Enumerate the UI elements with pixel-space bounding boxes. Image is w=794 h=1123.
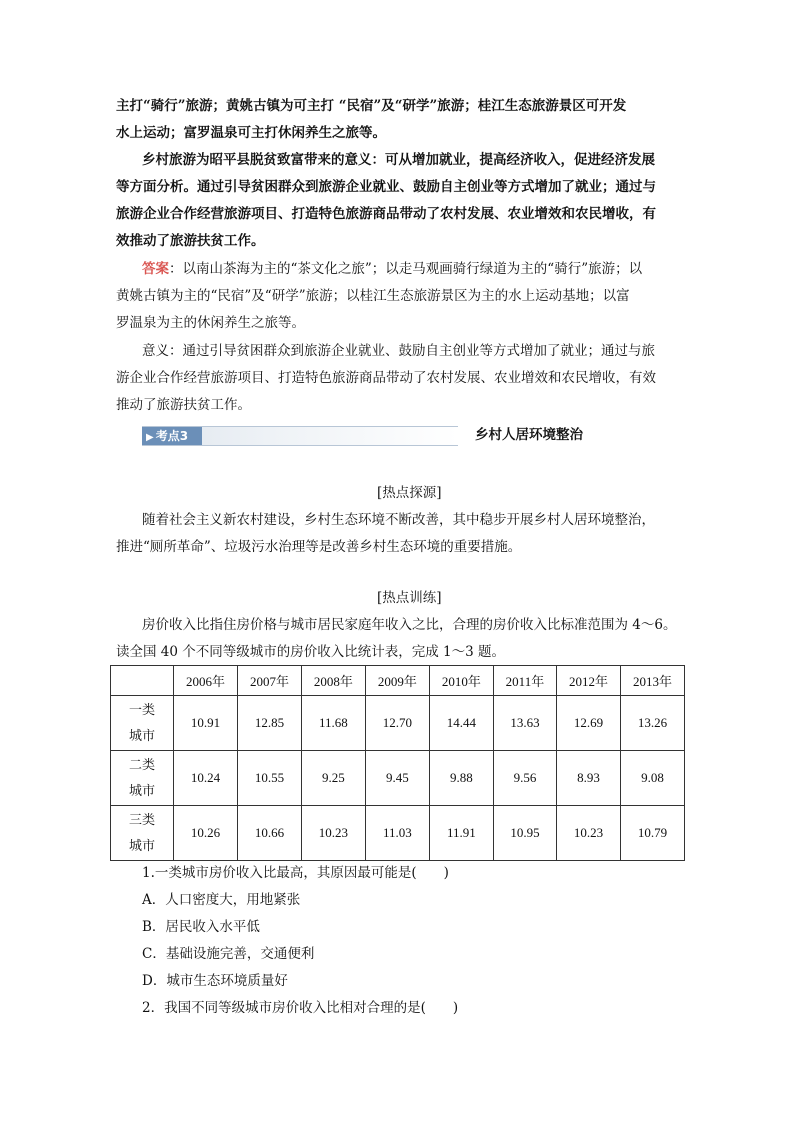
table-cell: 11.03 bbox=[365, 806, 429, 861]
table-cell: 10.91 bbox=[174, 696, 238, 751]
table-row bbox=[111, 751, 685, 806]
answer-label: 答案 bbox=[142, 261, 169, 277]
meaning-line-2: 等方面分析。通过引导贫困群众到旅游企业就业、鼓励自主创业等方式增加了就业；通过与 bbox=[116, 179, 656, 195]
option-c: C．基础设施完善，交通便利 bbox=[142, 946, 315, 962]
table-cell: 9.08 bbox=[621, 751, 685, 806]
option-d: D．城市生态环境质量好 bbox=[142, 973, 288, 989]
answer-meaning-line-3: 推动了旅游扶贫工作。 bbox=[116, 397, 251, 413]
answer-meaning-line-2: 游企业合作经营旅游项目、打造特色旅游商品带动了农村发展、农业增效和农民增收，有效 bbox=[116, 370, 656, 386]
table-cell: 12.70 bbox=[365, 696, 429, 751]
option-a: A．人口密度大，用地紧张 bbox=[142, 892, 301, 908]
table-cell: 10.66 bbox=[237, 806, 301, 861]
training-line-1: 房价收入比指住房价格与城市居民家庭年收入之比，合理的房价收入比标准范围为 4～6。 bbox=[142, 617, 677, 633]
answer-line-3: 罗温泉为主的休闲养生之旅等。 bbox=[116, 315, 305, 331]
answer-line-1 bbox=[142, 258, 642, 280]
option-b: B．居民收入水平低 bbox=[142, 919, 260, 935]
table-cell: 9.45 bbox=[365, 751, 429, 806]
question-2-stem: 2．我国不同等级城市房价收入比相对合理的是( ) bbox=[142, 1000, 459, 1016]
table-cell: 12.69 bbox=[557, 696, 621, 751]
table-cell: 11.68 bbox=[301, 696, 365, 751]
table-row bbox=[111, 696, 685, 751]
year-header: 2006年 bbox=[174, 666, 238, 696]
table-cell: 9.25 bbox=[301, 751, 365, 806]
row-label bbox=[111, 751, 174, 806]
table-cell: 13.26 bbox=[621, 696, 685, 751]
source-line-2: 推进“厕所革命”、垃圾污水治理等是改善乡村生态环境的重要措施。 bbox=[116, 539, 522, 555]
answer-text: ：以南山茶海为主的“茶文化之旅”；以走马观画骑行绿道为主的“骑行”旅游；以 bbox=[169, 261, 643, 277]
row-label-top: 一类 bbox=[128, 702, 155, 717]
answer-line-2: 黄姚古镇为主的“民宿”及“研学”旅游；以桂江生态旅游景区为主的水上运动基地；以富 bbox=[116, 288, 630, 304]
source-line-1: 随着社会主义新农村建设，乡村生态环境不断改善，其中稳步开展乡村人居环境整治， bbox=[142, 512, 655, 528]
year-header: 2011年 bbox=[493, 666, 556, 696]
table-cell: 10.26 bbox=[174, 806, 238, 861]
table-cell: 14.44 bbox=[429, 696, 493, 751]
training-line-2: 读全国 40 个不同等级城市的房价收入比统计表，完成 1～3 题。 bbox=[116, 644, 506, 660]
row-label-bottom: 城市 bbox=[128, 838, 155, 853]
table-cell: 10.55 bbox=[237, 751, 301, 806]
row-label-top: 二类 bbox=[128, 757, 155, 772]
table-cell: 9.56 bbox=[493, 751, 556, 806]
year-header: 2013年 bbox=[621, 666, 685, 696]
table-cell: 10.24 bbox=[174, 751, 238, 806]
play-arrow-icon: ▶ bbox=[146, 432, 154, 443]
meaning-line-4: 效推动了旅游扶贫工作。 bbox=[116, 233, 265, 249]
meaning-line-1: 乡村旅游为昭平县脱贫致富带来的意义：可从增加就业，提高经济收入，促进经济发展 bbox=[142, 152, 655, 168]
table-header-row bbox=[111, 666, 685, 696]
table-cell: 10.79 bbox=[621, 806, 685, 861]
year-header: 2010年 bbox=[429, 666, 493, 696]
kaodian-title: 乡村人居环境整治 bbox=[475, 427, 583, 443]
kaodian-tag-label: 考点3 bbox=[155, 429, 189, 443]
source-heading: [热点探源] bbox=[377, 485, 442, 501]
table-row bbox=[111, 806, 685, 861]
question-1-stem: 1.一类城市房价收入比最高，其原因最可能是( ) bbox=[142, 865, 449, 881]
meaning-line-3: 旅游企业合作经营旅游项目、打造特色旅游商品带动了农村发展、农业增效和农民增收，有 bbox=[116, 206, 656, 222]
table-cell: 13.63 bbox=[493, 696, 556, 751]
table-cell: 10.23 bbox=[557, 806, 621, 861]
table-cell: 10.23 bbox=[301, 806, 365, 861]
intro-line-1: 主打“骑行”旅游；黄姚古镇为可主打 “民宿”及“研学”旅游；桂江生态旅游景区可开发 bbox=[116, 98, 627, 114]
training-heading: [热点训练] bbox=[377, 590, 442, 606]
row-label-bottom: 城市 bbox=[128, 728, 155, 743]
year-header: 2008年 bbox=[301, 666, 365, 696]
table-cell: 10.95 bbox=[493, 806, 556, 861]
kaodian-tag bbox=[142, 427, 202, 445]
table-cell: 8.93 bbox=[557, 751, 621, 806]
intro-line-2: 水上运动；富罗温泉可主打休闲养生之旅等。 bbox=[116, 125, 386, 141]
table-cell: 11.91 bbox=[429, 806, 493, 861]
year-header: 2007年 bbox=[237, 666, 301, 696]
row-label-bottom: 城市 bbox=[128, 783, 155, 798]
row-label bbox=[111, 696, 174, 751]
housing-ratio-table bbox=[110, 665, 685, 861]
table-cell: 12.85 bbox=[237, 696, 301, 751]
table-cell: 9.88 bbox=[429, 751, 493, 806]
table-corner-cell bbox=[111, 666, 174, 696]
row-label bbox=[111, 806, 174, 861]
kaodian-banner bbox=[142, 426, 458, 446]
year-header: 2009年 bbox=[365, 666, 429, 696]
year-header: 2012年 bbox=[557, 666, 621, 696]
row-label-top: 三类 bbox=[128, 812, 155, 827]
answer-meaning-line-1: 意义：通过引导贫困群众到旅游企业就业、鼓励自主创业等方式增加了就业；通过与旅 bbox=[142, 343, 655, 359]
